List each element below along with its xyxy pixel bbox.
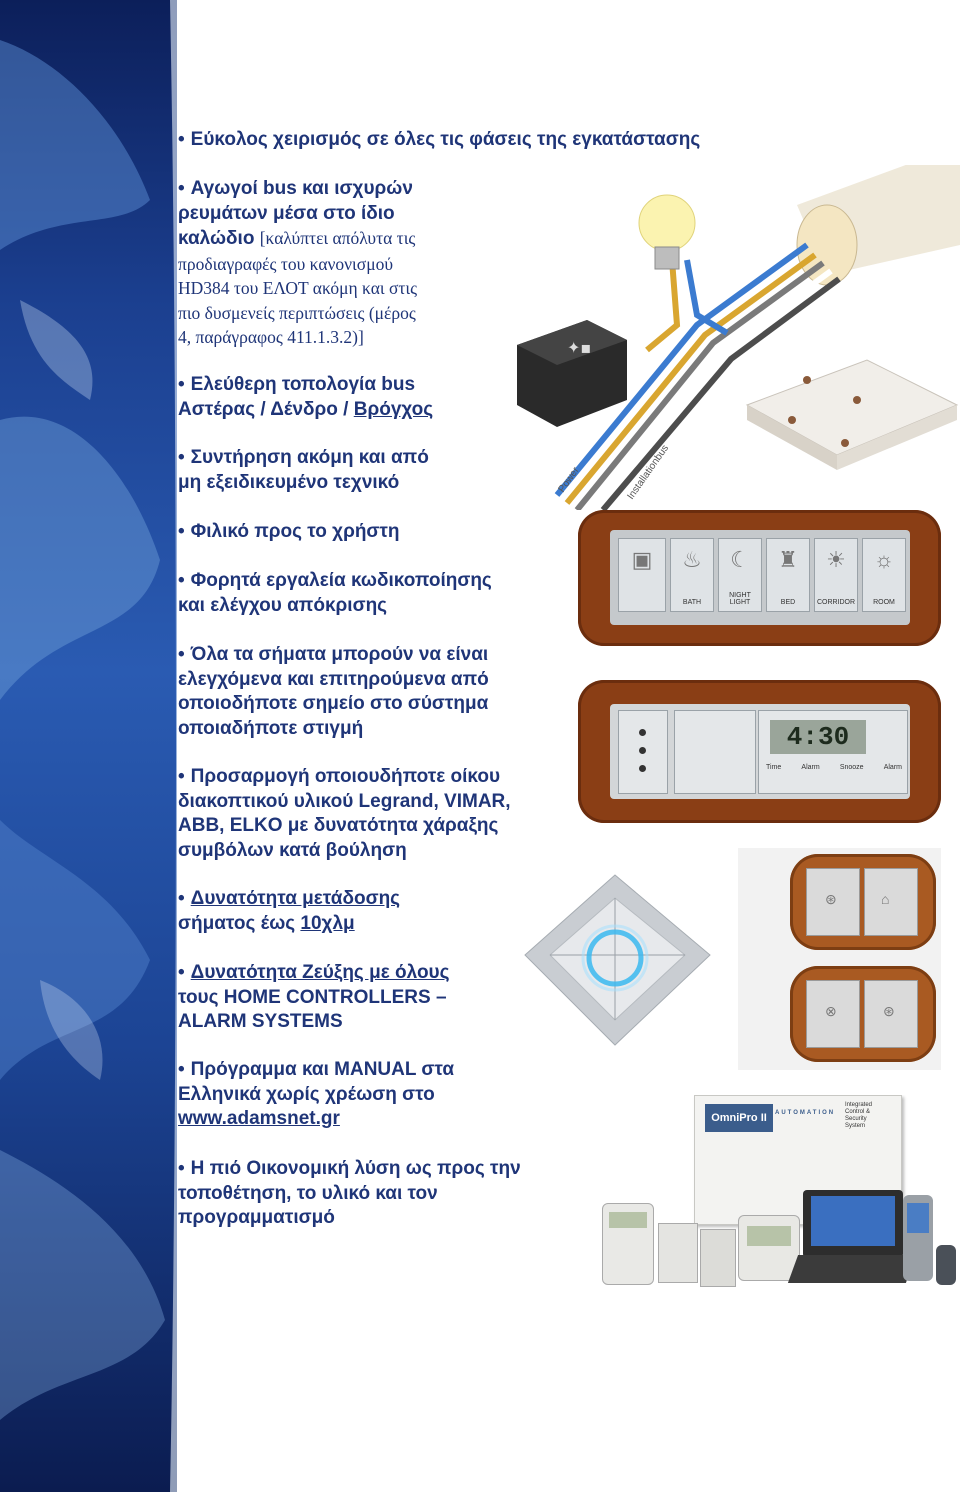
bullet-1: • Εύκολος χειρισμός σε όλες τις φάσεις της εγκατάστασης	[178, 129, 701, 150]
bullet-text: Πρόγραμμα και MANUAL στα	[190, 1059, 455, 1080]
bullet-text: Όλα τα σήματα μπορούν να είναι	[190, 644, 489, 665]
bullet-text: και ελέγχου απόκρισης	[178, 594, 388, 616]
bullet-text: ALARM SYSTEMS	[178, 1011, 343, 1032]
window-icon: ▣	[631, 547, 653, 572]
wall-switch-device	[700, 1229, 736, 1287]
panel-icon-button	[618, 538, 666, 612]
power-label: Power	[556, 465, 582, 495]
bullet-text: συμβόλων κατά βούληση	[178, 839, 407, 861]
bullet-text: Η πιό Οικονομική λύση ως προς την	[190, 1158, 521, 1179]
bullet-text: Φιλικό προς το χρήστη	[190, 521, 400, 542]
lamp-icon: ♜	[778, 547, 798, 572]
distance-link: 10χλμ	[300, 912, 355, 934]
bullet-2: • Αγωγοί bus και ισχυρών ρευμάτων μέσα στο ίδιο καλώδιο [καλύπτει απόλυτα τις προδιαγραφές του κανονισμού HD384 του ΕΛΟΤ ακόμη και στις πιο δυσμενείς περιπτώσεις (μέρος 4, παράγραφος 411.1.3.2)]	[178, 177, 417, 350]
topology-link: Βρόγχος	[353, 398, 434, 420]
pda-device	[903, 1195, 933, 1281]
bullet-text: Εύκολος χειρισμός σε όλες τις φάσεις της εγκατάστασης	[190, 129, 701, 150]
panel-button-corridor: ☀ CORRIDOR	[814, 538, 858, 612]
stairs-light-icon: ⌂	[881, 891, 890, 907]
bullet-note: προδιαγραφές του κανονισμού	[178, 253, 393, 274]
clock-button-snooze: Snooze	[839, 764, 864, 771]
bullet-3: • Ελεύθερη τοπολογία bus Αστέρας / Δένδρο / Βρόγχος	[178, 374, 434, 420]
bullet-11: • Πρόγραμμα και MANUAL στα Ελληνικά χωρίς χρέωση στο www.adamsnet.gr	[178, 1058, 454, 1132]
svg-text:✦▪: ✦▪	[567, 338, 592, 357]
bell-icon: ⊛	[825, 891, 837, 907]
bullet-7: • Όλα τα σήματα μπορούν να είναι ελεγχόμενα και επιτηρούμενα από οποιοδήποτε σημείο στο σύστημα οποιαδήποτε στιγμή	[178, 643, 489, 741]
bullet-8: • Προσαρμογή οποιουδήποτε οίκου διακοπτικού υλικού Legrand, VIMAR, ABB, ELKO με δυνατότητα χάραξης συμβόλων κατά βούληση	[178, 765, 511, 863]
bullet-text: Ελεύθερη τοπολογία bus	[190, 374, 416, 395]
keypad-device	[602, 1203, 654, 1285]
switch-key	[864, 980, 918, 1048]
bus-label: Installationbus	[625, 443, 672, 502]
silver-switch-image	[505, 860, 727, 1060]
clock-button-alarm-2: Alarm	[883, 764, 902, 771]
omnipro-system-image	[598, 1095, 960, 1290]
bulb-icon: ☼	[873, 547, 895, 572]
room-switch-panel-image	[578, 510, 941, 646]
bullet-text: μη εξειδικευμένο τεχνικό	[178, 471, 400, 493]
bullet-text: Αγωγοί bus και ισχυρών	[190, 178, 413, 199]
panel-button-room: ☼ ROOM	[862, 538, 906, 612]
bullet-9: • Δυνατότητα μετάδοσης σήματος έως 10χλμ	[178, 888, 401, 934]
bullet-text: οποιοδήποτε σημείο στο σύστημα	[178, 693, 489, 714]
bullet-text: Δυνατότητα Ζεύξης με όλους	[190, 962, 450, 983]
thermostat-device	[738, 1215, 800, 1281]
panel-button-night-light: ☾ NIGHT LIGHT	[718, 538, 762, 612]
ceiling-light-icon: ☀	[826, 547, 846, 572]
bullet-5: • Φιλικό προς το χρήστη	[178, 521, 400, 542]
bullet-text: τους HOME CONTROLLERS –	[178, 986, 447, 1008]
bullet-text: Φορητά εργαλεία κωδικοποίησης	[190, 570, 492, 591]
bullet-text: ρευμάτων μέσα στο ίδιο	[178, 202, 395, 224]
laptop-device	[803, 1190, 903, 1258]
phone-device	[936, 1245, 956, 1285]
panel-button-bath: ♨ BATH	[670, 538, 714, 612]
bullet-text: Προσαρμογή οποιουδήποτε οίκου	[190, 766, 501, 787]
bullet-12: • Η πιό Οικονομική λύση ως προς την τοποθέτηση, το υλικό και τον προγραμματισμό	[178, 1157, 521, 1231]
dots-button	[618, 710, 668, 794]
switch-key	[806, 868, 860, 936]
bullet-note: 4, παράγραφος 411.1.3.2)]	[178, 327, 364, 347]
bullet-text: σήματος έως	[178, 912, 301, 934]
switch-key	[864, 868, 918, 936]
bullet-note: [καλύπτει απόλυτα τις	[259, 228, 416, 248]
clock-panel-image	[578, 680, 941, 823]
bullet-text: Αστέρας / Δένδρο /	[178, 398, 354, 420]
bullet-10: • Δυνατότητα Ζεύξης με όλους τους HOME CONTROLLERS – ALARM SYSTEMS	[178, 961, 450, 1035]
omni-logo: OmniPro II	[705, 1104, 773, 1132]
panel-button-bed: ♜ BED	[766, 538, 810, 612]
bullet-text: προγραμματισμό	[178, 1207, 335, 1228]
bullet-note: πιο δυσμενείς περιπτώσεις (μέρος	[178, 302, 416, 323]
bullet-text: ελεγχόμενα και επιτηρούμενα από	[178, 668, 489, 690]
clock-display: 4:30	[770, 720, 866, 754]
bell-icon: ⊛	[883, 1003, 895, 1019]
clock-button-alarm: Alarm	[801, 764, 820, 771]
clock-button-time: Time	[766, 764, 782, 771]
bath-icon: ♨	[682, 547, 702, 572]
moon-icon: ☾	[730, 547, 750, 572]
controller-box: OmniPro II AUTOMATION Integrated Control & Security System	[694, 1095, 902, 1225]
bullet-text: Συντήρηση ακόμη και από	[190, 447, 429, 468]
bullet-text: τοποθέτηση, το υλικό και τον	[178, 1182, 438, 1204]
switch-key	[806, 980, 860, 1048]
bullet-4: • Συντήρηση ακόμη και από μη εξειδικευμένο τεχνικό	[178, 446, 429, 495]
bullet-6: • Φορητά εργαλεία κωδικοποίησης και ελέγχου απόκρισης	[178, 569, 492, 618]
cable-diagram-image	[497, 165, 960, 510]
bullet-text: διακοπτικού υλικού Legrand, VIMAR,	[178, 790, 511, 812]
bullet-text: ABB, ELKO με δυνατότητα χάραξης	[178, 815, 499, 836]
bullet-text: Ελληνικά χωρίς χρέωση στο	[178, 1083, 435, 1105]
key-icon: ⊗	[825, 1003, 837, 1019]
bullet-text: Δυνατότητα μετάδοσης	[190, 888, 401, 909]
bullet-text: οποιαδήποτε στιγμή	[178, 717, 364, 739]
bullet-note: HD384 του ΕΛΟΤ ακόμη και στις	[178, 278, 418, 298]
bullet-text: καλώδιο	[178, 228, 255, 249]
website-link[interactable]: www.adamsnet.gr	[178, 1108, 340, 1129]
wall-switch-device	[658, 1223, 698, 1283]
wooden-switches-image	[738, 848, 941, 1070]
